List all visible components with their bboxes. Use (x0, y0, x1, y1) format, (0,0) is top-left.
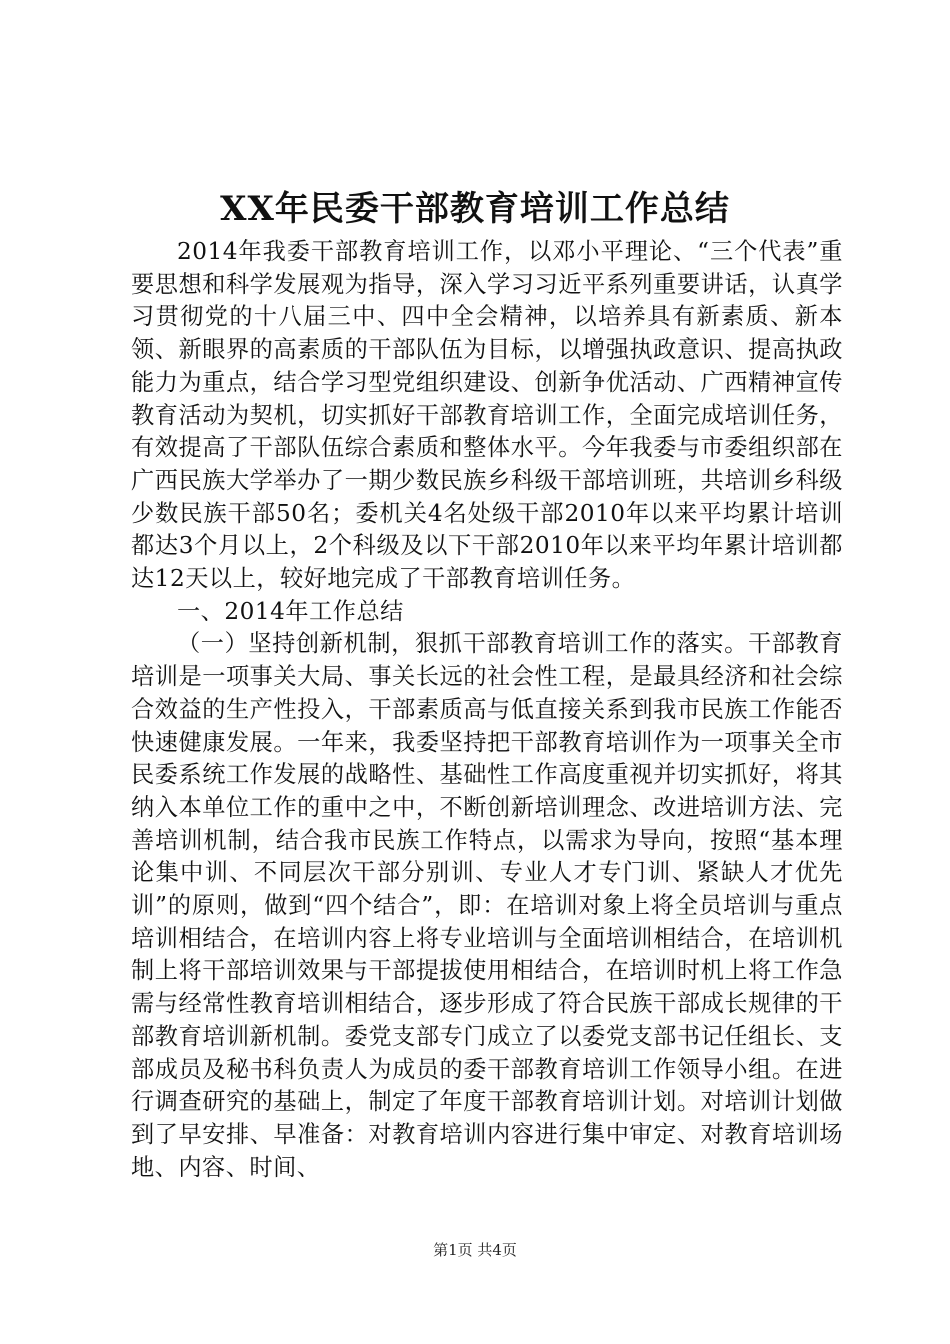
page-number-footer: 第1页 共4页 (433, 1241, 517, 1259)
document-title: XX年民委干部教育培训工作总结 (220, 189, 730, 229)
intro-paragraph: 2014年我委干部教育培训工作，以邓小平理论、“三个代表”重要思想和科学发展观为指导，深入学习习近平系列重要讲话，认真学习贯彻党的十八届三中、四中全会精神，以培养具有新素质、新本领、新眼界的高素质的干部队伍为目标，以增强执政意识、提高执政能力为重点，结合学习型党组织建设、创新争优活动、广西精神宣传教育活动为契机，切实抓好干部教育培训工作，全面完成培训任务，有效提高了干部队伍综合素质和整体水平。今年我委与市委组织部在广西民族大学举办了一期少数民族乡科级干部培训班，共培训乡科级少数民族干部50名；委机关4名处级干部2010年以来平均累计培训都达3个月以上，2个科级及以下干部2010年以来平均年累计培训都达12天以上，较好地完成了干部教育培训任务。 (131, 238, 843, 593)
section-paragraph: （一）坚持创新机制，狠抓干部教育培训工作的落实。干部教育培训是一项事关大局、事关长远的社会性工程，是最具经济和社会综合效益的生产性投入，干部素质高与低直接关系到我市民族工作能否快速健康发展。一年来，我委坚持把干部教育培训作为一项事关全市民委系统工作发展的战略性、基础性工作高度重视并切实抓好，将其纳入本单位工作的重中之中，不断创新培训理念、改进培训方法、完善培训机制，结合我市民族工作特点，以需求为导向，按照“基本理论集中训、不同层次干部分别训、专业人才专门训、紧缺人才优先训”的原则，做到“四个结合”，即：在培训对象上将全员培训与重点培训相结合，在培训内容上将专业培训与全面培训相结合，在培训机制上将干部培训效果与干部提拔使用相结合，在培训时机上将工作急需与经常性教育培训相结合，逐步形成了符合民族干部成长规律的干部教育培训新机制。委党支部专门成立了以委党支部书记任组长、支部成员及秘书科负责人为成员的委干部教育培训工作领导小组。在进行调查研究的基础上，制定了年度干部教育培训计划。对培训计划做到了早安排、早准备：对教育培训内容进行集中审定、对教育培训场地、内容、时间、 (131, 630, 843, 1181)
document-body (131, 236, 843, 1184)
section-heading: 一、2014年工作总结 (177, 597, 404, 625)
